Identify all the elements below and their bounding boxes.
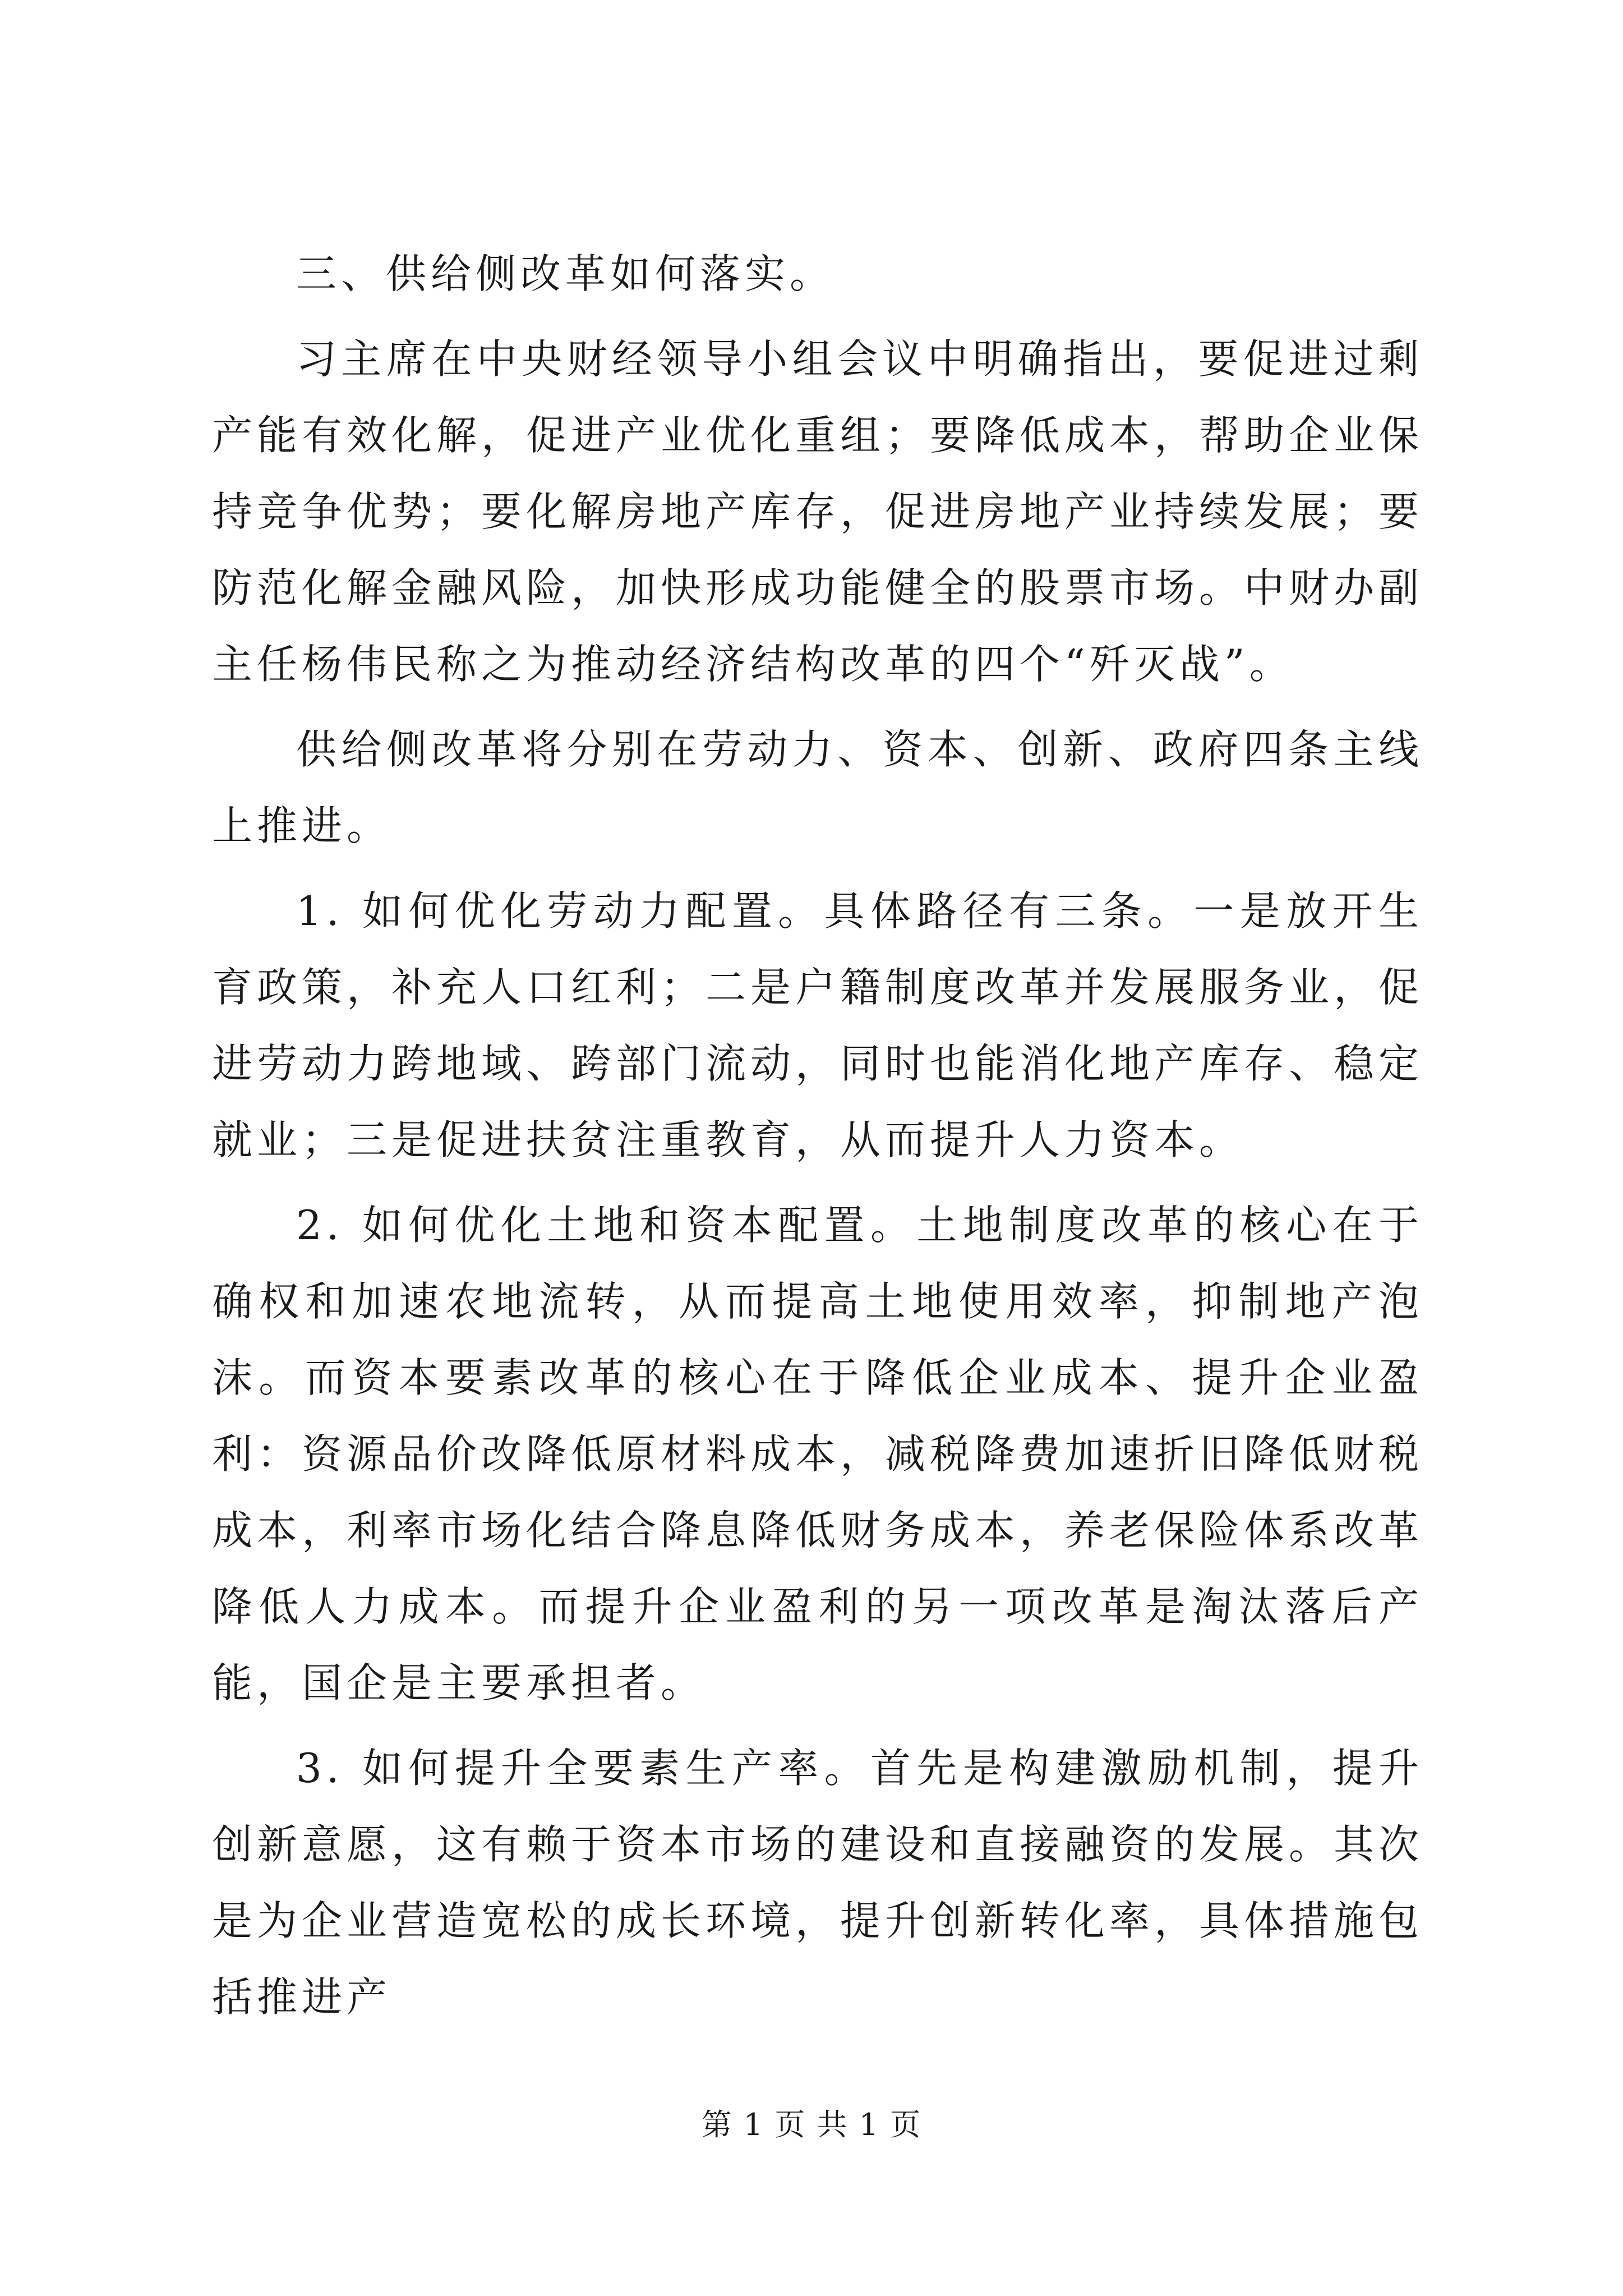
- page-footer: 第 1 页 共 1 页: [701, 2107, 922, 2142]
- list-item-paragraph: 2. 如何优化土地和资本配置。土地制度改革的核心在于确权和加速农地流转，从而提高土地使用效率，抑制地产泡沫。而资本要素改革的核心在于降低企业成本、提升企业盈利：资源品价改降低原材料成本，减税降费加速折旧降低财税成本，利率市场化结合降息降低财务成本，养老保险体系改革降低人力成本。而提升企业盈利的另一项改革是淘汰落后产能，国企是主要承担者。: [212, 1202, 1424, 1706]
- document-body: [212, 236, 1423, 2044]
- list-item-paragraph: 1. 如何优化劳动力配置。具体路径有三条。一是放开生育政策，补充人口红利；二是户籍制度改革并发展服务业，促进劳动力跨地域、跨部门流动，同时也能消化地产库存、稳定就业；三是促进扶贫注重教育，从而提升人力资本。: [212, 887, 1424, 1163]
- body-paragraph: 习主席在中央财经领导小组会议中明确指出，要促进过剩产能有效化解，促进产业优化重组；要降低成本，帮助企业保持竞争优势；要化解房地产库存，促进房地产业持续发展；要防范化解金融风险，加快形成功能健全的股票市场。中财办副主任杨伟民称之为推动经济结构改革的四个“歼灭战”。: [212, 335, 1424, 688]
- body-paragraph: 供给侧改革将分别在劳动力、资本、创新、政府四条主线上推进。: [212, 726, 1423, 849]
- section-heading: 三、供给侧改革如何落实。: [296, 250, 835, 297]
- list-item-paragraph: 3. 如何提升全要素生产率。首先是构建激励机制，提升创新意愿，这有赖于资本市场的建设和直接融资的发展。其次是为企业营造宽松的成长环境，提升创新转化率，具体措施包括推进产: [212, 1745, 1424, 2021]
